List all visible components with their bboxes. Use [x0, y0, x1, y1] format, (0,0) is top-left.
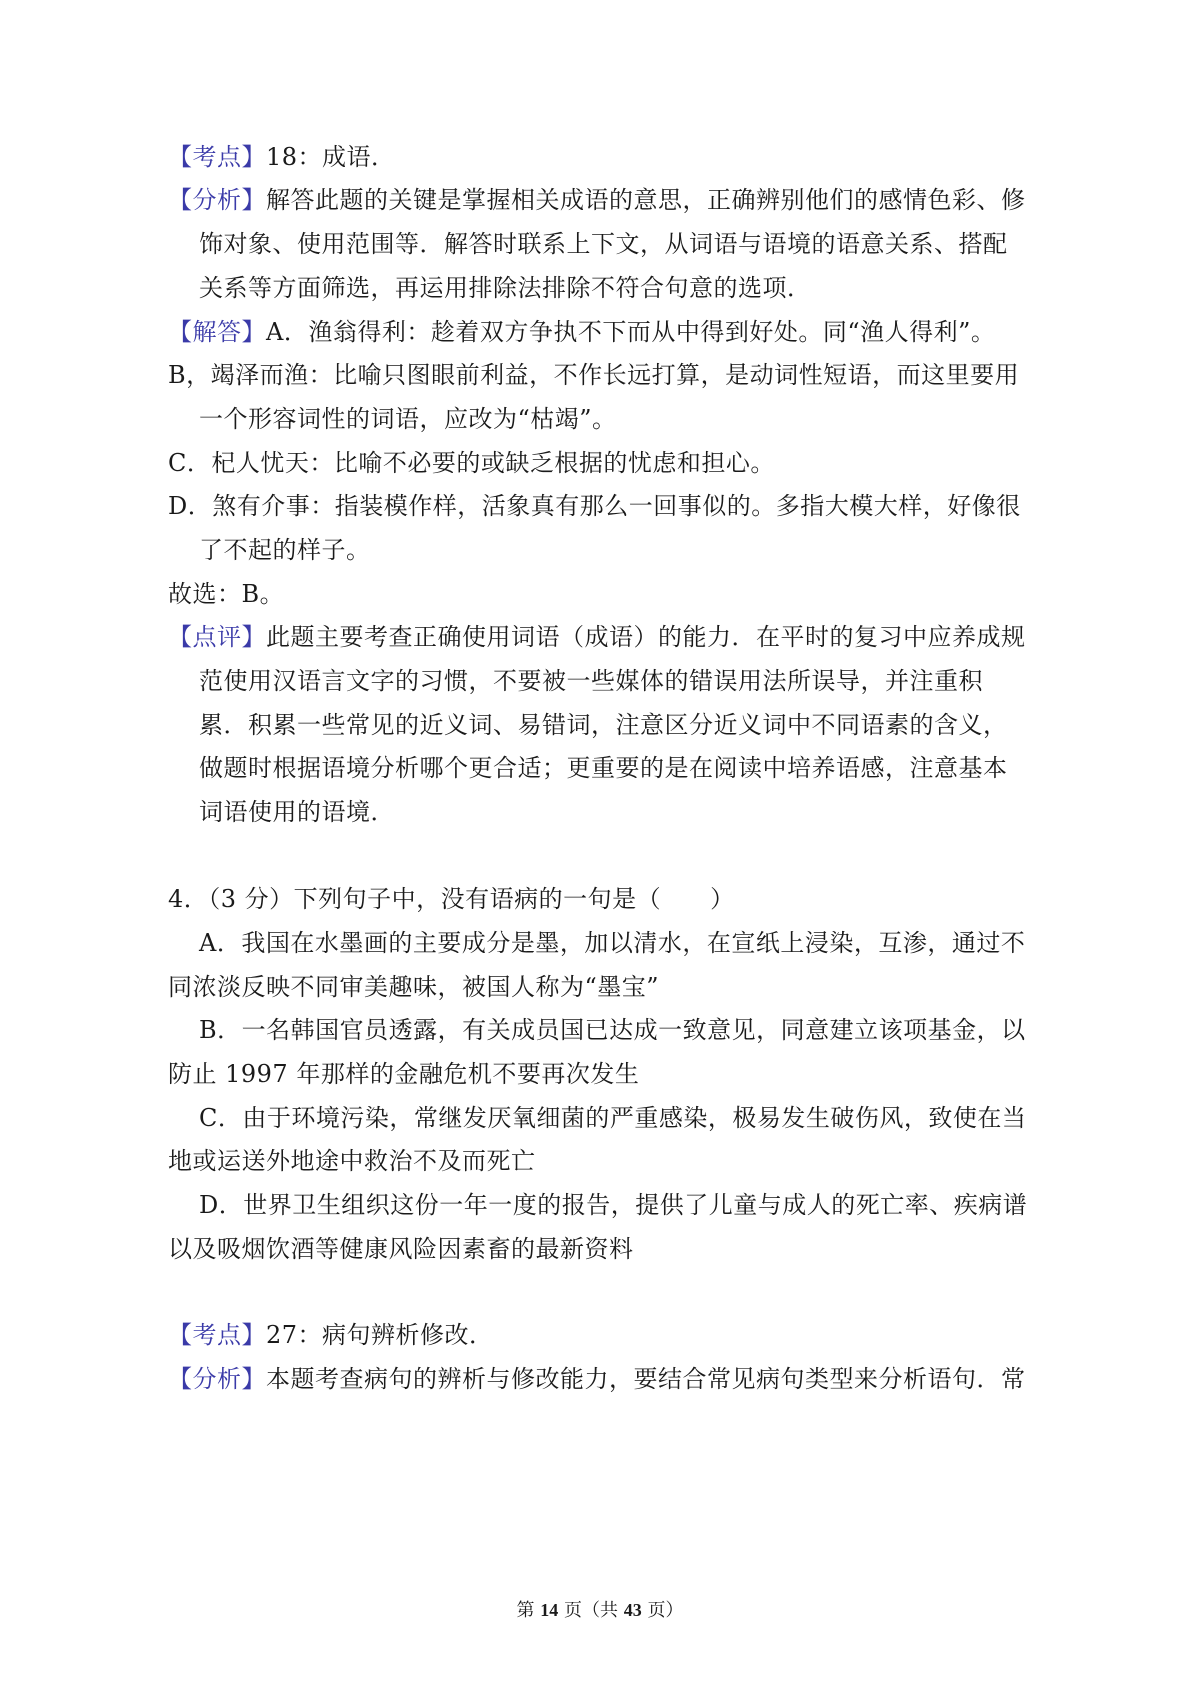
- question-4-option-b-line-2: 防止 1997 年那样的金融危机不要再次发生: [168, 1060, 640, 1088]
- jieda-option-b-line-1: B，竭泽而渔：比喻只图眼前利益，不作长远打算，是动词性短语，而这里要用: [168, 361, 1020, 389]
- guxuan-line: 故选：B。: [168, 580, 285, 608]
- fenxi-tag: 【分析】: [168, 186, 266, 214]
- dianping-line-5: 词语使用的语境．: [199, 798, 395, 826]
- fenxi-text-1: 解答此题的关键是掌握相关成语的意思，正确辨别他们的感情色彩、修: [266, 186, 1026, 214]
- fenxi-line-1: [168, 185, 1026, 215]
- jieda-option-b-line-2: 一个形容词性的词语，应改为“枯竭”。: [199, 405, 617, 433]
- fenxi-line-3: 关系等方面筛选，再运用排除法排除不符合句意的选项．: [199, 274, 812, 302]
- fenxi-line-2: 饰对象、使用范围等．解答时联系上下文，从词语与语境的语意关系、搭配: [199, 230, 1008, 258]
- kaodian-tag: 【考点】: [168, 143, 266, 171]
- question-4-option-d-line-2: 以及吸烟饮酒等健康风险因素畜的最新资料: [168, 1235, 634, 1263]
- kaodian-2-line: [168, 1320, 494, 1350]
- jieda-option-d-line-1: D．煞有介事：指装模作样，活象真有那么一回事似的。多指大模大样，好像很: [168, 492, 1021, 520]
- question-4-option-c-line-2: 地或运送外地途中救治不及而死亡: [168, 1147, 536, 1175]
- question-4-option-a-line-2: 同浓淡反映不同审美趣味，被国人称为“墨宝”: [168, 973, 660, 1001]
- kaodian-line: [168, 142, 396, 172]
- kaodian-2-tag: 【考点】: [168, 1321, 266, 1349]
- footer-page-number: 14: [540, 1600, 559, 1620]
- question-4-stem: 4．（3 分）下列句子中，没有语病的一句是（ ）: [168, 885, 735, 913]
- jieda-line-a: [168, 317, 995, 347]
- dianping-line-4: 做题时根据语境分析哪个更合适；更重要的是在阅读中培养语感，注意基本: [199, 754, 1008, 782]
- footer-middle: 页（共: [558, 1600, 624, 1621]
- jieda-option-a: A．渔翁得利：趁着双方争执不下而从中得到好处。同“渔人得利”。: [266, 318, 996, 346]
- fenxi-2-tag: 【分析】: [168, 1365, 266, 1393]
- question-4-option-a-line-1: A．我国在水墨画的主要成分是墨，加以清水，在宣纸上浸染，互渗，通过不: [199, 929, 1026, 957]
- dianping-line-3: 累．积累一些常见的近义词、易错词，注意区分近义词中不同语素的含义，: [199, 711, 1008, 739]
- page-footer: [0, 1598, 1200, 1623]
- dianping-tag: 【点评】: [168, 623, 266, 651]
- fenxi-2-line: [168, 1364, 1026, 1394]
- question-4-option-d-line-1: D．世界卫生组织这份一年一度的报告，提供了儿童与成人的死亡率、疾病谱: [199, 1191, 1028, 1219]
- dianping-line-2: 范使用汉语言文字的习惯，不要被一些媒体的错误用法所误导，并注重积: [199, 667, 983, 695]
- footer-prefix: 第: [516, 1600, 541, 1621]
- jieda-option-d-line-2: 了不起的样子。: [199, 536, 371, 564]
- jieda-option-c: C．杞人忧天：比喻不必要的或缺乏根据的忧虑和担心。: [168, 449, 775, 477]
- kaodian-2-text: 27：病句辨析修改．: [266, 1321, 494, 1349]
- footer-total-pages: 43: [623, 1600, 642, 1620]
- jieda-tag: 【解答】: [168, 318, 266, 346]
- footer-suffix: 页）: [641, 1600, 684, 1621]
- dianping-line-1: [168, 622, 1026, 652]
- kaodian-text: 18：成语．: [266, 143, 396, 171]
- question-4-option-b-line-1: B．一名韩国官员透露，有关成员国已达成一致意见，同意建立该项基金，以: [199, 1016, 1026, 1044]
- dianping-text-1: 此题主要考查正确使用词语（成语）的能力．在平时的复习中应养成规: [266, 623, 1026, 651]
- question-4-option-c-line-1: C．由于环境污染，常继发厌氧细菌的严重感染，极易发生破伤风，致使在当: [199, 1104, 1027, 1132]
- fenxi-2-text: 本题考查病句的辨析与修改能力，要结合常见病句类型来分析语句．常: [266, 1365, 1026, 1393]
